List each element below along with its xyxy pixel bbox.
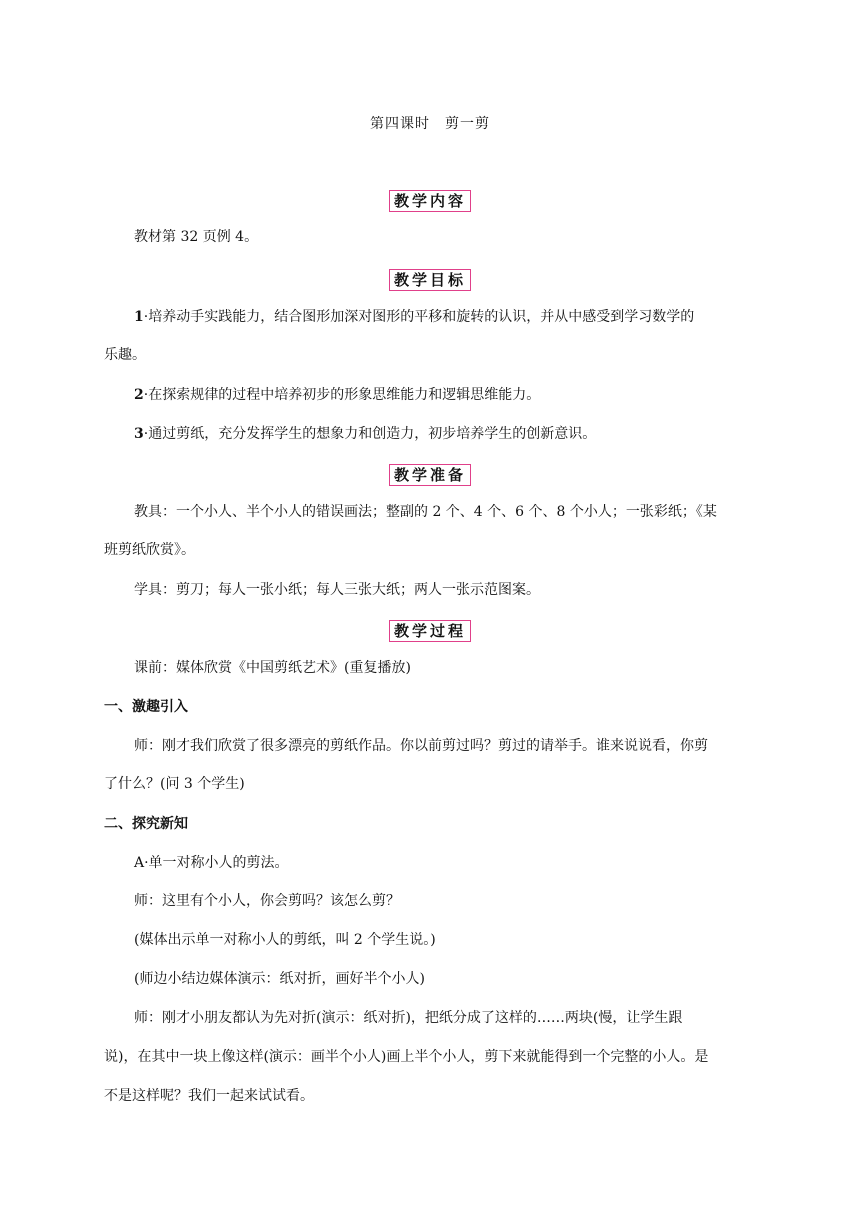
section-badge-prep: 教学准备 [389, 464, 471, 486]
goal-1-line1 [134, 298, 754, 336]
explore-para-line2: 说)，在其中一块上像这样(演示：画半个小人)画上半个小人，剪下来就能得到一个完整的小人。是 [104, 1049, 709, 1065]
goal-3-number: 3 [134, 426, 144, 442]
intro-line2: 了什么？(问 3 个学生) [104, 776, 245, 792]
page-title: 第四课时 剪一剪 [370, 116, 490, 132]
section-badge-content: 教学内容 [389, 190, 471, 212]
heading-explore: 二、探究新知 [104, 816, 188, 832]
goal-2-line1 [134, 376, 754, 414]
explore-question: 师：这里有个小人，你会剪吗？该怎么剪？ [134, 893, 400, 909]
explore-a-line: A·单一对称小人的剪法。 [134, 855, 289, 871]
goal-2-number: 2 [134, 387, 144, 403]
process-pre: 课前：媒体欣赏《中国剪纸艺术》(重复播放) [134, 660, 411, 676]
explore-para-line3: 不是这样呢？我们一起来试试看。 [104, 1088, 314, 1104]
prep-teacher-line2: 班剪纸欣赏》。 [104, 542, 195, 558]
section-badge-goals-wrap [0, 269, 860, 291]
explore-para-line1: 师：刚才小朋友都认为先对折(演示：纸对折)，把纸分成了这样的……两块(慢，让学生跟 [134, 1010, 683, 1026]
explore-note-2: (师边小结边媒体演示：纸对折，画好半个小人) [134, 971, 425, 987]
section-badge-goals: 教学目标 [389, 269, 471, 291]
prep-teacher-line1: 教具：一个小人、半个小人的错误画法；整副的 2 个、4 个、6 个、8 个小人；一张彩纸；《某 [134, 504, 717, 520]
intro-line1: 师：刚才我们欣赏了很多漂亮的剪纸作品。你以前剪过吗？剪过的请举手。谁来说说看，你剪 [134, 738, 708, 754]
goal-2-text: ·在探索规律的过程中培养初步的形象思维能力和逻辑思维能力。 [143, 387, 541, 403]
section-badge-prep-wrap [0, 464, 860, 486]
goal-3-text: ·通过剪纸，充分发挥学生的想象力和创造力，初步培养学生的创新意识。 [143, 426, 597, 442]
section-badge-content-wrap [0, 190, 860, 212]
explore-note-1: (媒体出示单一对称小人的剪纸，叫 2 个学生说。) [134, 932, 436, 948]
goal-1-text: ·培养动手实践能力，结合图形加深对图形的平移和旋转的认识，并从中感受到学习数学的 [143, 309, 695, 325]
section-badge-process-wrap [0, 620, 860, 642]
goal-3-line1 [134, 415, 754, 453]
prep-student-line1: 学具：剪刀；每人一张小纸；每人三张大纸；两人一张示范图案。 [134, 582, 540, 598]
goal-1-number: 1 [134, 309, 144, 325]
heading-intro: 一、激趣引入 [104, 699, 188, 715]
goal-1-line2: 乐趣。 [104, 347, 146, 363]
section-badge-process: 教学过程 [389, 620, 471, 642]
content-text: 教材第 32 页例 4。 [134, 229, 259, 245]
